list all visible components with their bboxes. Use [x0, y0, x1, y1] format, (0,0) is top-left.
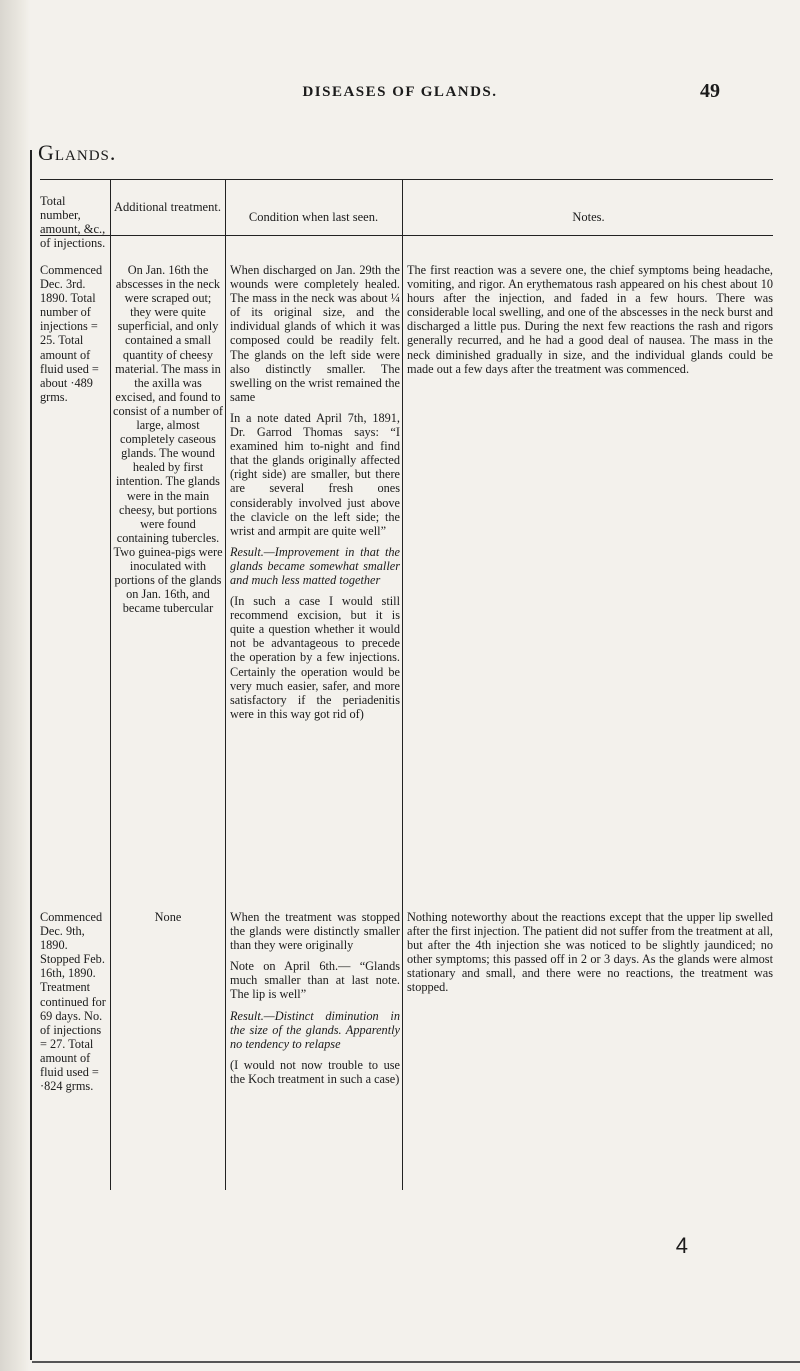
condition-paragraph: (I would not now trouble to use the Koch treatment in such a case) — [230, 1057, 400, 1086]
condition-paragraph: When the treatment was stopped the glands were distinctly smaller than they were originally — [230, 910, 400, 953]
table-cell-additional-treatment: On Jan. 16th the abscesses in the neck were scraped out; they were quite superficial, and only contained a small quantity of cheesy material. The mass in the axilla was excised, and found to consist of a number of large, almost completely caseous glands. The wound healed by first intention. The glands were in the main cheesy, but portions were found containing tubercles. Two guinea-pigs were inoculated with portions of the glands on Jan. 16th, and became tubercular — [113, 263, 223, 616]
column-header-additional-treatment: Additional treatment. — [114, 200, 221, 214]
table-cell-notes: Nothing noteworthy about the reactions except that the upper lip swelled after the first injection. The patient did not suffer from the treatment at all, but after the 4th injection she was noticed to be slightly jaundiced; no other symptoms; this passed off in 2 or 3 days. As the glands were almost stationary and small, and there were no reactions, the treatment was stopped. — [407, 910, 773, 995]
page-bottom-rule — [32, 1361, 800, 1363]
condition-paragraph: When discharged on Jan. 29th the wounds were completely healed. The mass in the neck was about ¼ of its original size, and the individual glands of which it was composed could be readily felt. The glands on the left side were also distinctly smaller. The swelling on the wrist remained the same — [230, 263, 400, 404]
table-cell-notes: The first reaction was a severe one, the chief symptoms being headache, vomiting, and rigor. An erythematous rash appeared on his chest about 10 hours after the injection, and faded in a few hours. There was considerable local swelling, and one of the abscesses in the neck burst and discharged a little pus. During the next few reactions the rash and rigors generally recurred, and he had a good deal of nausea. The mass in the neck diminished gradually in size, and the individual glands could be made out a few days after the treatment was commenced. — [407, 263, 773, 376]
table-cell-condition — [230, 910, 400, 1093]
gutter-rule — [30, 150, 32, 1360]
condition-result: Result.—Distinct diminution in the size of the glands. Apparently no tendency to relapse — [230, 1008, 400, 1051]
column-header-injections: Total number, amount, &c., of injections. — [40, 194, 106, 250]
table-cell-injections: Commenced Dec. 3rd. 1890. Total number of injections = 25. Total amount of fluid used = about ·489 grms. — [40, 263, 103, 404]
column-divider — [225, 179, 226, 1190]
table-cell-additional-treatment: None — [154, 910, 182, 924]
column-divider — [402, 179, 403, 1190]
column-header-notes: Notes. — [572, 210, 605, 224]
condition-paragraph: In a note dated April 7th, 1891, Dr. Garrod Thomas says: “I examined him to-night and find that the glands originally affected (right side) are smaller, but there are several fresh ones considerably involved just above the clavicle on the left side; the wrist and armpit are quite well” — [230, 410, 400, 538]
condition-paragraph: (In such a case I would still recommend excision, but it is quite a question whether it would not be advantageous to precede the operation by a few injections. Certainly the operation would be very much easier, safer, and more satisfactory if the periadenitis were in this way got rid of) — [230, 594, 400, 721]
column-header-condition: Condition when last seen. — [248, 210, 379, 224]
table-top-rule — [40, 179, 773, 180]
table-cell-condition — [230, 263, 400, 728]
condition-paragraph: Note on April 6th.— “Glands much smaller than at last note. The lip is well” — [230, 959, 400, 1002]
page-number: 49 — [700, 80, 720, 102]
column-divider — [110, 179, 111, 1190]
margin-mark: 4 — [675, 1233, 688, 1258]
running-title: DISEASES OF GLANDS. — [302, 84, 498, 100]
table-header-rule — [40, 235, 773, 236]
book-spine-shadow — [0, 0, 30, 1371]
table-cell-injections: Commenced Dec. 9th, 1890. Stopped Feb. 16th, 1890. Treatment continued for 69 days. No. of injections = 27. Total amount of fluid used = ·824 grms. — [40, 910, 106, 1094]
section-title: Glands. — [38, 140, 117, 165]
condition-result: Result.—Improvement in that the glands became somewhat smaller and much less matted together — [230, 544, 400, 587]
